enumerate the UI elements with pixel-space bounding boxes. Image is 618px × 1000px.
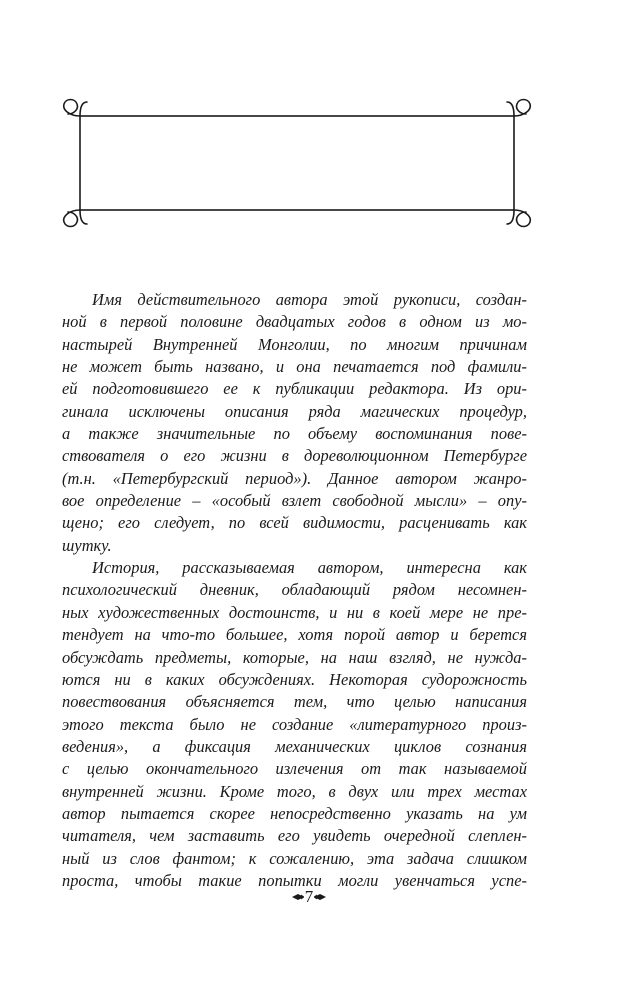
text-line: автор пытается скорее непосредственно указать на ум [62, 803, 527, 823]
text-line: (т.н. «Петербургский период»). Данное автором жанро- [62, 468, 527, 488]
text-line: История, рассказываемая автором, интересна как [92, 558, 527, 578]
diamond-ornament-icon [314, 892, 326, 902]
page-folio [0, 886, 618, 907]
text-line: читателя, чем заставить его увидеть очередной слеплен- [62, 826, 527, 846]
text-line: внутренней жизни. Кроме того, в двух или трех местах [62, 781, 527, 801]
text-line: не может быть названо, и она печатается под фамили- [62, 357, 527, 377]
text-line: проста, чтобы такие попытки могли увенчаться успе- [62, 870, 527, 890]
text-line: ной в первой половине двадцатых годов в одном из мо- [62, 312, 527, 332]
paragraph-2 [62, 557, 527, 892]
text-line: тендует на что-то большее, хотя порой автор и берется [62, 625, 527, 645]
page-number: 7 [304, 887, 314, 907]
diamond-ornament-icon [292, 892, 304, 902]
text-line: гинала исключены описания ряда магических процедур, [62, 401, 527, 421]
preface-text [62, 289, 527, 892]
text-line: щено; его следует, по всей видимости, расценивать как [62, 513, 527, 533]
text-line: ведения», а фиксация механических циклов сознания [62, 736, 527, 756]
text-line: обсуждать предметы, которые, на наш взгляд, не нужда- [62, 647, 527, 667]
text-line: ей подготовившего ее к публикации редактора. Из ори- [62, 379, 527, 399]
text-line: ных художественных достоинств, и ни в коей мере не пре- [62, 602, 527, 622]
text-line: вое определение – «особый взлет свободной мысли» – опу- [62, 491, 527, 511]
text-line: с целью окончательного излечения от так называемой [62, 759, 527, 779]
text-line: ются ни в каких обсуждениях. Некоторая судорожность [62, 669, 527, 689]
text-line: ный из слов фантом; к сожалению, эта задача слишком [62, 848, 527, 868]
text-line: повествования объясняется тем, что целью написания [62, 692, 527, 712]
text-line: шутку. [62, 535, 112, 555]
ornamental-frame-icon [60, 96, 534, 230]
text-line: Имя действительного автора этой рукописи, создан- [92, 290, 527, 309]
decorative-header-frame [60, 96, 534, 230]
text-line: а также значительные по объему воспоминания пове- [62, 424, 527, 444]
text-line: настырей Внутренней Монголии, по многим причинам [62, 334, 527, 354]
paragraph-1 [62, 289, 527, 557]
text-line: психологический дневник, обладающий рядом несомнен- [62, 580, 527, 600]
text-line: этого текста было не создание «литературного произ- [62, 714, 527, 734]
text-line: ствователя о его жизни в дореволюционном Петербурге [62, 446, 527, 466]
